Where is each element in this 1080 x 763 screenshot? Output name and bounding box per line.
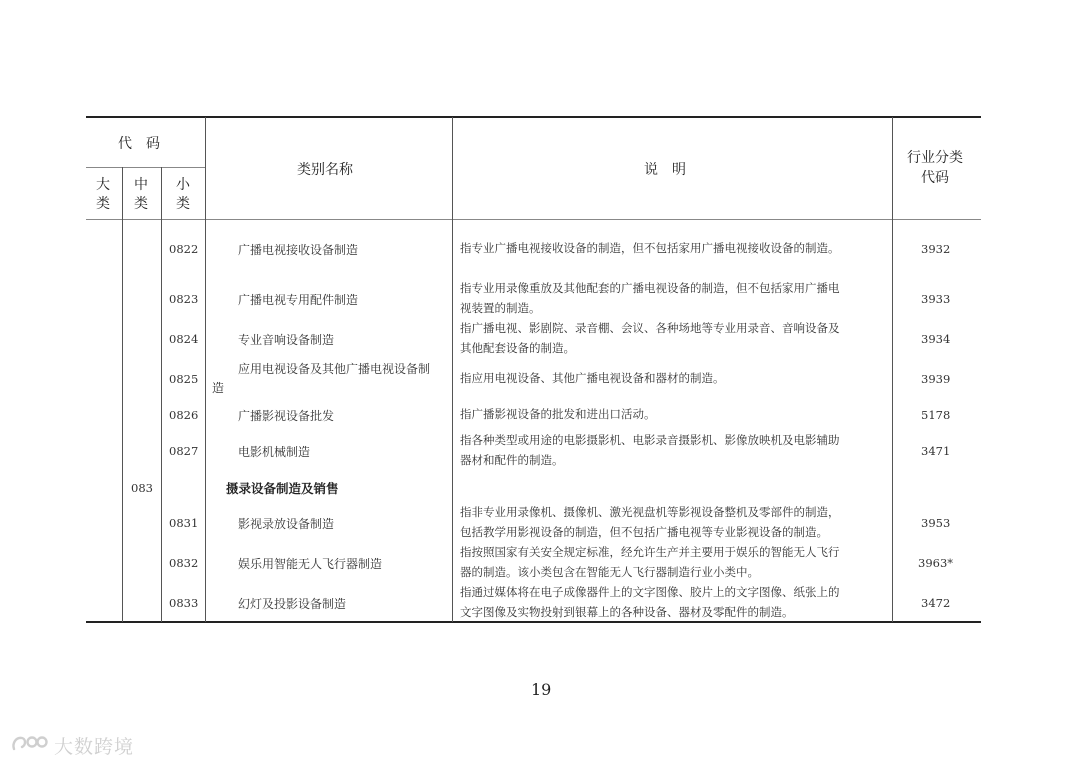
category-name: 应用电视设备及其他广播电视设备制 造 (212, 362, 431, 395)
header-major: 大 类 (96, 177, 110, 212)
header-code-group: 代 码 (118, 136, 160, 152)
category-name: 电影机械制造 (238, 445, 311, 459)
col-divider-name (452, 117, 453, 622)
category-name: 影视录放设备制造 (238, 517, 335, 531)
industry-code: 3471 (921, 444, 951, 458)
minor-code: 0831 (169, 516, 199, 530)
category-description: 指通过媒体将在电子成像器件上的文字图像、胶片上的文字图像、纸张上的 文字图像及实物投射到银幕上的各种设备、器材及零配件的制造。 (460, 585, 840, 619)
col-divider-major (122, 167, 123, 622)
category-description: 指广播电视、影剧院、录音棚、会议、各种场地等专业用录音、音响设备及 其他配套设备的制造。 (460, 321, 840, 355)
minor-code: 0832 (169, 556, 199, 570)
industry-code: 3939 (921, 372, 951, 386)
middle-code: 083 (131, 481, 153, 495)
minor-code: 0823 (169, 292, 199, 306)
header-minor: 小 类 (176, 177, 190, 212)
header-category-name: 类别名称 (297, 162, 353, 178)
minor-code: 0822 (169, 242, 199, 256)
header-description: 说 明 (644, 162, 686, 178)
industry-code: 3963* (918, 556, 954, 570)
category-name: 幻灯及投影设备制造 (238, 597, 347, 611)
industry-code: 3953 (921, 516, 951, 530)
header-bottom-rule (86, 219, 981, 220)
watermark-logo-icon (10, 733, 50, 755)
category-description: 指应用电视设备、其他广播电视设备和器材的制造。 (460, 371, 725, 385)
minor-code: 0833 (169, 596, 199, 610)
category-name: 广播影视设备批发 (238, 409, 335, 423)
code-group-divider (86, 167, 206, 168)
category-name: 专业音响设备制造 (238, 333, 335, 347)
category-name: 广播电视专用配件制造 (238, 293, 359, 307)
industry-code: 3932 (921, 242, 951, 256)
minor-code: 0825 (169, 372, 199, 386)
header-middle: 中 类 (134, 177, 148, 212)
category-description: 指各种类型或用途的电影摄影机、电影录音摄影机、影像放映机及电影辅助 器材和配件的制造。 (460, 433, 840, 467)
category-description: 指非专业用录像机、摄像机、激光视盘机等影视设备整机及零部件的制造， 包括教学用影视设备的制造，但不包括广播电视等专业影视设备的制造。 (460, 505, 840, 539)
industry-code: 3472 (921, 596, 951, 610)
minor-code: 0826 (169, 408, 199, 422)
page-number: 19 (531, 680, 552, 699)
category-name: 娱乐用智能无人飞行器制造 (238, 557, 383, 571)
table-top-rule (86, 116, 981, 118)
col-divider-desc (892, 117, 893, 622)
col-divider-minor (205, 117, 206, 622)
category-name: 广播电视接收设备制造 (238, 243, 359, 257)
category-description: 指广播影视设备的批发和进出口活动。 (460, 407, 656, 421)
category-description: 指专业用录像重放及其他配套的广播电视设备的制造，但不包括家用广播电 视装置的制造。 (460, 281, 840, 315)
industry-code: 5178 (921, 408, 951, 422)
minor-code: 0827 (169, 444, 199, 458)
industry-code: 3934 (921, 332, 951, 346)
category-description: 指按照国家有关安全规定标准，经允许生产并主要用于娱乐的智能无人飞行 器的制造。该小类包含在智能无人飞行器制造行业小类中。 (460, 545, 840, 579)
header-industry-code: 行业分类 代码 (907, 150, 963, 186)
category-description: 指专业广播电视接收设备的制造，但不包括家用广播电视接收设备的制造。 (460, 241, 840, 255)
industry-code: 3933 (921, 292, 951, 306)
minor-code: 0824 (169, 332, 199, 346)
middle-category-name: 摄录设备制造及销售 (226, 481, 339, 496)
col-divider-middle (161, 167, 162, 622)
watermark-text: 大数跨境 (54, 736, 135, 758)
